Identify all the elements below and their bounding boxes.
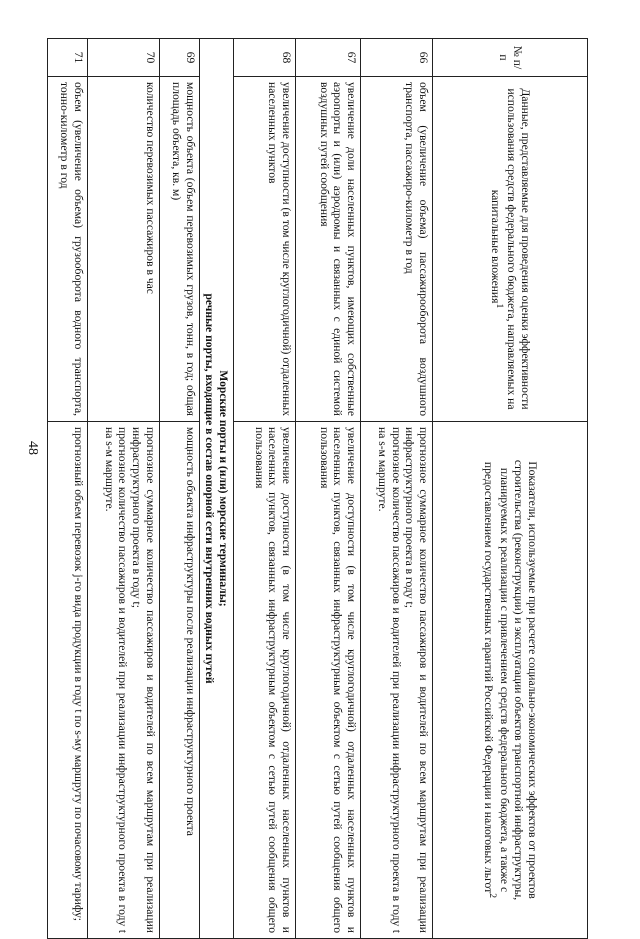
section-heading-row [199,39,233,939]
header-num: № п/п [433,39,588,77]
row-indicators: мощность объекта инфраструктуры после реализации инфраструктурного проекта [159,422,199,939]
section-heading: Морские порты и (или) морские терминалы; речные порты, входящие в состав опорной сети внутренних водных путей [199,39,233,939]
row-data: увеличение доступности (в том числе круглогодичной) отдаленных населенных пунктов [234,77,296,422]
row-number: 69 [159,39,199,77]
header-data: Данные, представляемые для проведения оценки эффективности использования средств федерального бюджета, направляемых на капитальные вложения$^1$ [433,77,588,422]
table-row [87,39,159,939]
row-number: 70 [87,39,159,77]
table-row [361,39,433,939]
row-number: 68 [234,39,296,77]
table-row [47,39,87,939]
row-data: объем (увеличение объема) грузооборота водного транспорта, тонно-километр в год [47,77,87,422]
indicators-table [47,38,588,939]
table-row [296,39,361,939]
page-number: 48 [25,441,40,455]
row-data: мощность объекта (объем перевозимых грузов, тонн, в год; общая площадь объекта, кв. м) [159,77,199,422]
row-number: 71 [47,39,87,77]
table-header-row [433,39,588,939]
row-indicators: прогнозное суммарное количество пассажиров и водителей по всем маршрутам при реализации инфраструктурного проекта в году t; прогнозное количество пассажиров и водителей при реализации инфраструктурного проекта в году t на s-м маршруте. [361,422,433,939]
row-indicators: увеличение доступности (в том числе круглогодичной) отдаленных населенных пунктов и населенных пунктов, связанных инфраструктурным объектом с сетью путей сообщения общего пользования [296,422,361,939]
row-indicators: увеличение доступности (в том числе круглогодичной) отдаленных населенных пунктов и населенных пунктов, связанных инфраструктурным объектом с сетью путей сообщения общего пользования [234,422,296,939]
row-data: объем (увеличение объема) пассажирооборота воздушного транспорта, пассажиро-километр в год [361,77,433,422]
row-number: 66 [361,39,433,77]
header-indicators: Показатели, используемые при расчете социально-экономических эффектов от проектов строительства (реконструкции) и эксплуатации объектов транспортной инфраструктуры, планируемых к реализации с привлечением средств федерального бюджета, а также с предоставлением государственных гарантий Российской Федерации и налоговых льгот$^2$ [433,422,588,939]
row-number: 67 [296,39,361,77]
row-indicators: прогнозное суммарное количество пассажиров и водителей по всем маршрутам при реализации инфраструктурного проекта в году t; прогнозное количество пассажиров и водителей при реализации инфраструктурного проекта в году t на s-м маршруте. [87,422,159,939]
rotated-page [48,38,588,938]
table-row [159,39,199,939]
row-data: увеличение доли населенных пунктов, имеющих собственные аэропорты и (или) аэродромы и связанных с единой системой воздушных путей сообщения [296,77,361,422]
row-indicators: прогнозный объем перевозок j-го вида продукции в году t по s-му маршруту по почасовому тарифу; [47,422,87,939]
table-row [234,39,296,939]
row-data: количество перевозимых пассажиров в час [87,77,159,422]
